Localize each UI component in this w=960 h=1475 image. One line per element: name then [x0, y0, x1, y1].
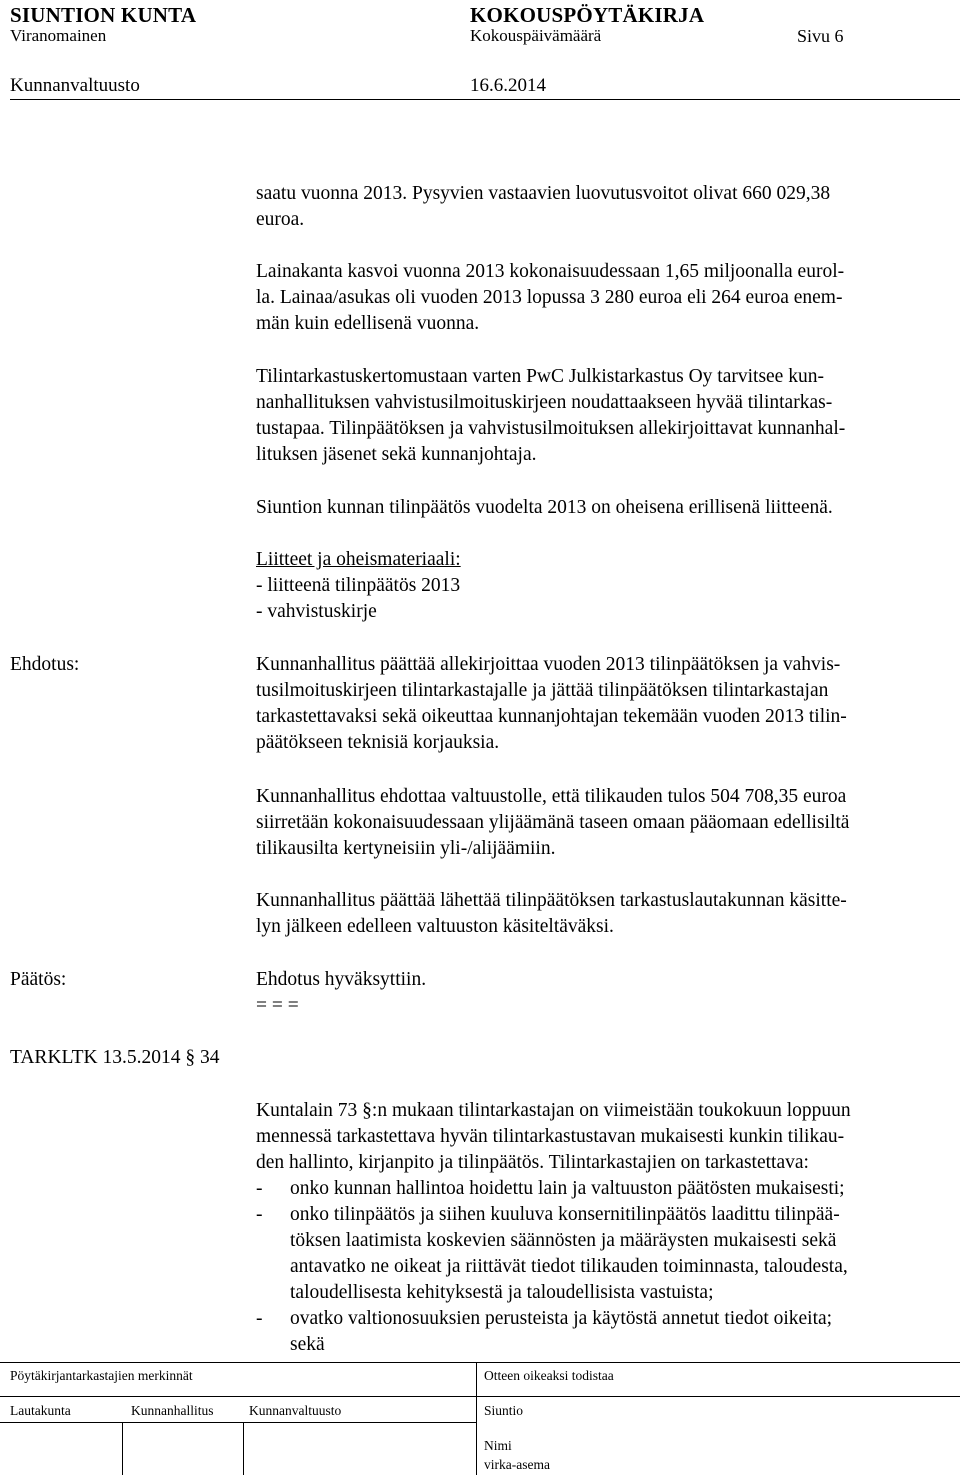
text-line: Lainakanta kasvoi vuonna 2013 kokonaisuudessaan 1,65 miljoonalla eurol- — [256, 261, 845, 282]
footer-certify-title: Otteen oikeaksi todistaa — [484, 1368, 614, 1383]
footer-place: Siuntio — [484, 1403, 524, 1418]
text-line: tusilmoituskirjeen tilintarkastajalle ja jättää tilinpäätöksen tilintarkastajan — [256, 680, 829, 701]
end-mark: = = = — [256, 995, 299, 1016]
text-line: lyn jälkeen edelleen valtuuston käsiteltäväksi. — [256, 916, 614, 937]
proposal-paragraph-3 — [256, 888, 847, 940]
law-paragraph — [256, 1098, 851, 1176]
list-item — [256, 1176, 956, 1202]
attachment-item: - liitteenä tilinpäätös 2013 — [256, 575, 461, 596]
text-line: Tilintarkastuskertomustaan varten PwC Julkistarkastus Oy tarvitsee kun- — [256, 366, 824, 387]
text-line: töksen laatimista koskevien säännösten ja määräysten mukaisesti sekä — [290, 1230, 837, 1251]
text-line: Kuntalain 73 §:n mukaan tilintarkastajan on viimeistään toukokuun loppuun — [256, 1100, 851, 1121]
text-line: euroa. — [256, 209, 305, 230]
org-name: SIUNTION KUNTA — [10, 3, 197, 27]
text-line: tarkastettavaksi sekä oikeuttaa kunnanjohtajan tekemään vuoden 2013 tilin- — [256, 706, 847, 727]
section-reference: TARKLTK 13.5.2014 § 34 — [10, 1047, 220, 1068]
text-line: antavatko ne oikeat ja riittävät tiedot tilikauden toiminnasta, taloudesta, — [290, 1256, 848, 1277]
meeting-date: 16.6.2014 — [470, 75, 546, 96]
text-line: ovatko valtionosuuksien perusteista ja käytöstä annetut tiedot oikeita; — [290, 1308, 833, 1329]
footer-row-rule — [0, 1396, 960, 1397]
proposal-paragraph-2 — [256, 784, 849, 862]
proposal-label: Ehdotus: — [10, 654, 80, 675]
meeting-date-label: Kokouspäivämäärä — [470, 26, 602, 45]
text-line: päätökseen teknisiä korjauksia. — [256, 732, 500, 753]
footer-col-divider — [122, 1422, 123, 1475]
attachments-heading: Liitteet ja oheismateriaali: — [256, 549, 461, 570]
text-line: tustapaa. Tilinpäätöksen ja vahvistusilmoituksen allekirjoittavat kunnanhal- — [256, 418, 846, 439]
text-line: la. Lainaa/asukas oli vuoden 2013 lopussa 3 280 euroa eli 264 euroa enem- — [256, 287, 843, 308]
footer-col-divider — [243, 1422, 244, 1475]
text-line: sekä — [290, 1334, 325, 1355]
footer-name-label: Nimi — [484, 1438, 512, 1453]
decision-label: Päätös: — [10, 969, 67, 990]
footer-divider — [476, 1362, 477, 1475]
paragraph-audit — [256, 364, 845, 468]
paragraph-disposals — [256, 181, 830, 233]
page-number: Sivu 6 — [797, 26, 844, 46]
footer-position-label: virka-asema — [484, 1457, 550, 1472]
text-line: onko tilinpäätös ja siihen kuuluva konsernitilinpäätös laadittu tilinpää- — [290, 1204, 840, 1225]
footer-col-council: Kunnanvaltuusto — [249, 1403, 342, 1418]
paragraph-attachment-note: Siuntion kunnan tilinpäätös vuodelta 2013 on oheisena erillisenä liitteenä. — [256, 497, 833, 518]
attachment-item: - vahvistuskirje — [256, 601, 377, 622]
text-line: onko kunnan hallintoa hoidettu lain ja valtuuston päätösten mukaisesti; — [290, 1178, 845, 1199]
text-line: siirretään kokonaisuudessaan ylijäämänä taseen omaan pääomaan edellisiltä — [256, 812, 850, 833]
text-line: mennessä tarkastettava hyvän tilintarkastustavan mukaisesti kunkin tilikau- — [256, 1126, 845, 1147]
doc-type: KOKOUSPÖYTÄKIRJA — [470, 3, 705, 27]
authority-name: Kunnanvaltuusto — [10, 75, 140, 96]
footer-col-board: Lautakunta — [10, 1403, 71, 1418]
text-line: nanhallituksen vahvistusilmoituskirjeen noudattaakseen hyvää tilintarkas- — [256, 392, 833, 413]
footer-col-government: Kunnanhallitus — [131, 1403, 214, 1418]
list-item — [256, 1306, 956, 1358]
text-line: Kunnanhallitus ehdottaa valtuustolle, että tilikauden tulos 504 708,35 euroa — [256, 786, 847, 807]
text-line: män kuin edellisenä vuonna. — [256, 313, 480, 334]
text-line: Kunnanhallitus päättää lähettää tilinpäätöksen tarkastuslautakunnan käsitte- — [256, 890, 847, 911]
list-dash: - — [256, 1308, 263, 1329]
text-line: tilikausilta kertyneisiin yli-/alijäämiin. — [256, 838, 556, 859]
footer-reviewers-title: Pöytäkirjantarkastajien merkinnät — [10, 1368, 193, 1383]
paragraph-loans — [256, 259, 844, 337]
footer-sign-rule — [0, 1422, 476, 1423]
text-line: lituksen jäsenet sekä kunnanjohtaja. — [256, 444, 537, 465]
attachments-section — [256, 547, 461, 625]
text-line: saatu vuonna 2013. Pysyvien vastaavien luovutusvoitot olivat 660 029,38 — [256, 183, 831, 204]
text-line: taloudellisesta kehityksestä ja taloudellisista vastuista; — [290, 1282, 714, 1303]
proposal-paragraph-1 — [256, 652, 847, 756]
list-dash: - — [256, 1204, 263, 1225]
list-dash: - — [256, 1178, 263, 1199]
list-item — [256, 1202, 956, 1306]
authority-label: Viranomainen — [10, 26, 107, 45]
header-rule — [10, 99, 960, 100]
decision-text: Ehdotus hyväksyttiin. — [256, 969, 427, 990]
text-line: Kunnanhallitus päättää allekirjoittaa vuoden 2013 tilinpäätöksen ja vahvis- — [256, 654, 841, 675]
footer-top-rule — [0, 1362, 960, 1363]
text-line: den hallinto, kirjanpito ja tilinpäätös. Tilintarkastajien on tarkastettava: — [256, 1152, 809, 1173]
